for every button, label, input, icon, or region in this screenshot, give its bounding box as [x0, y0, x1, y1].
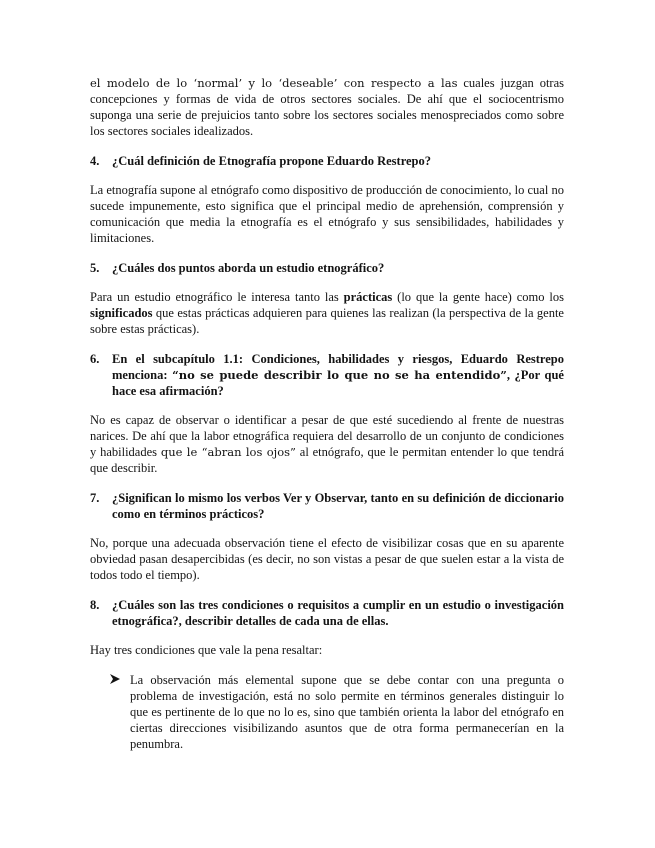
answer-6-part-2: al etnógrafo, que le permitan entender lo que tendrá que describir. [90, 445, 565, 475]
answer-4: La etnografía supone al etnógrafo como dispositivo de producción de conocimiento, lo cual no sucede impunemente, esto significa que el principal medio de aprehensión, comprensión y comunicación que media la etnografía es el etnógrafo y sus sensibilidades, habilidades y limitaciones. [90, 183, 564, 245]
question-8 [90, 597, 564, 629]
arrowhead-bullet-icon [110, 672, 130, 752]
answer-6-part-1: No es capaz de observar o identificar a pesar de que esté sucediendo al frente de nuestras narices. De ahí que la labor etnográfica requiera del desarrollo de un conjunto de condiciones y habilidades [90, 413, 564, 459]
answer-5-bold-significados: significados [90, 306, 153, 320]
question-6-text [112, 351, 564, 399]
question-4-number: 4. [90, 154, 100, 168]
question-7-number: 7. [90, 491, 100, 505]
answer-8: Hay tres condiciones que vale la pena resaltar: [90, 643, 323, 657]
answer-5-part-1: Para un estudio etnográfico le interesa tanto las [90, 290, 344, 304]
answer-5-bold-practicas: prácticas [343, 290, 393, 304]
question-7 [90, 490, 564, 522]
bullet-1-text: La observación más elemental supone que se debe contar con una pregunta o problema de investigación, está no solo permite en términos generales distinguir lo que es pertinente de lo que no lo es, sino que también orienta la labor del etnógrafo en ciertas direcciones visibilizando asuntos que de otra forma permanecerían en la penumbra. [130, 673, 564, 751]
intro-paragraph [90, 75, 564, 139]
answer-5-part-3: que estas prácticas adquieren para quienes las realizan (la perspectiva de la gente sobre estas prácticas). [90, 306, 564, 336]
question-8-text: ¿Cuáles son las tres condiciones o requisitos a cumplir en un estudio o investigación etnográfica?, describir detalles de cada una de ellas. [112, 598, 564, 628]
answer-5 [90, 289, 564, 337]
question-6-part-2: , ¿Por qué hace esa afirmación? [112, 368, 564, 398]
question-5-text: ¿Cuáles dos puntos aborda un estudio etnográfico? [112, 261, 385, 275]
question-8-number: 8. [90, 598, 100, 612]
answer-5-part-2: (lo que la gente hace) como los [392, 290, 564, 304]
list-item [110, 672, 564, 752]
answer-7: No, porque una adecuada observación tiene el efecto de visibilizar cosas que en su aparente obviedad pasan desapercibidas (es decir, no son vistas a pesar de que suelen estar a la vista de todos todo el tiempo). [90, 536, 564, 582]
question-6 [90, 351, 564, 399]
answer-6-quote: que le “abran los ojos” [160, 445, 296, 459]
intro-lead-text: el modelo de lo ‘normal’ y lo ‘deseable’ con respecto a las [90, 76, 458, 90]
question-5-number: 5. [90, 261, 100, 275]
question-4 [90, 153, 564, 169]
question-6-part-1: En el subcapítulo 1.1: Condiciones, habilidades y riesgos, Eduardo Restrepo menciona: [112, 352, 564, 382]
question-6-number: 6. [90, 352, 100, 366]
question-6-quote: “no se puede describir lo que no se ha entendido” [172, 368, 507, 382]
intro-rest-text: cuales juzgan otras concepciones y formas de vida de otros sectores sociales. De ahí que el sociocentrismo suponga una serie de prejuicios tanto sobre los sectores sociales menospreciados como sobre los sectores sociales idealizados. [90, 76, 564, 138]
question-7-text: ¿Significan lo mismo los verbos Ver y Observar, tanto en su definición de diccionario como en términos prácticos? [112, 491, 564, 521]
document-page [90, 75, 564, 752]
question-5 [90, 260, 564, 276]
question-4-text: ¿Cuál definición de Etnografía propone Eduardo Restrepo? [112, 154, 432, 168]
answer-6 [90, 412, 564, 476]
